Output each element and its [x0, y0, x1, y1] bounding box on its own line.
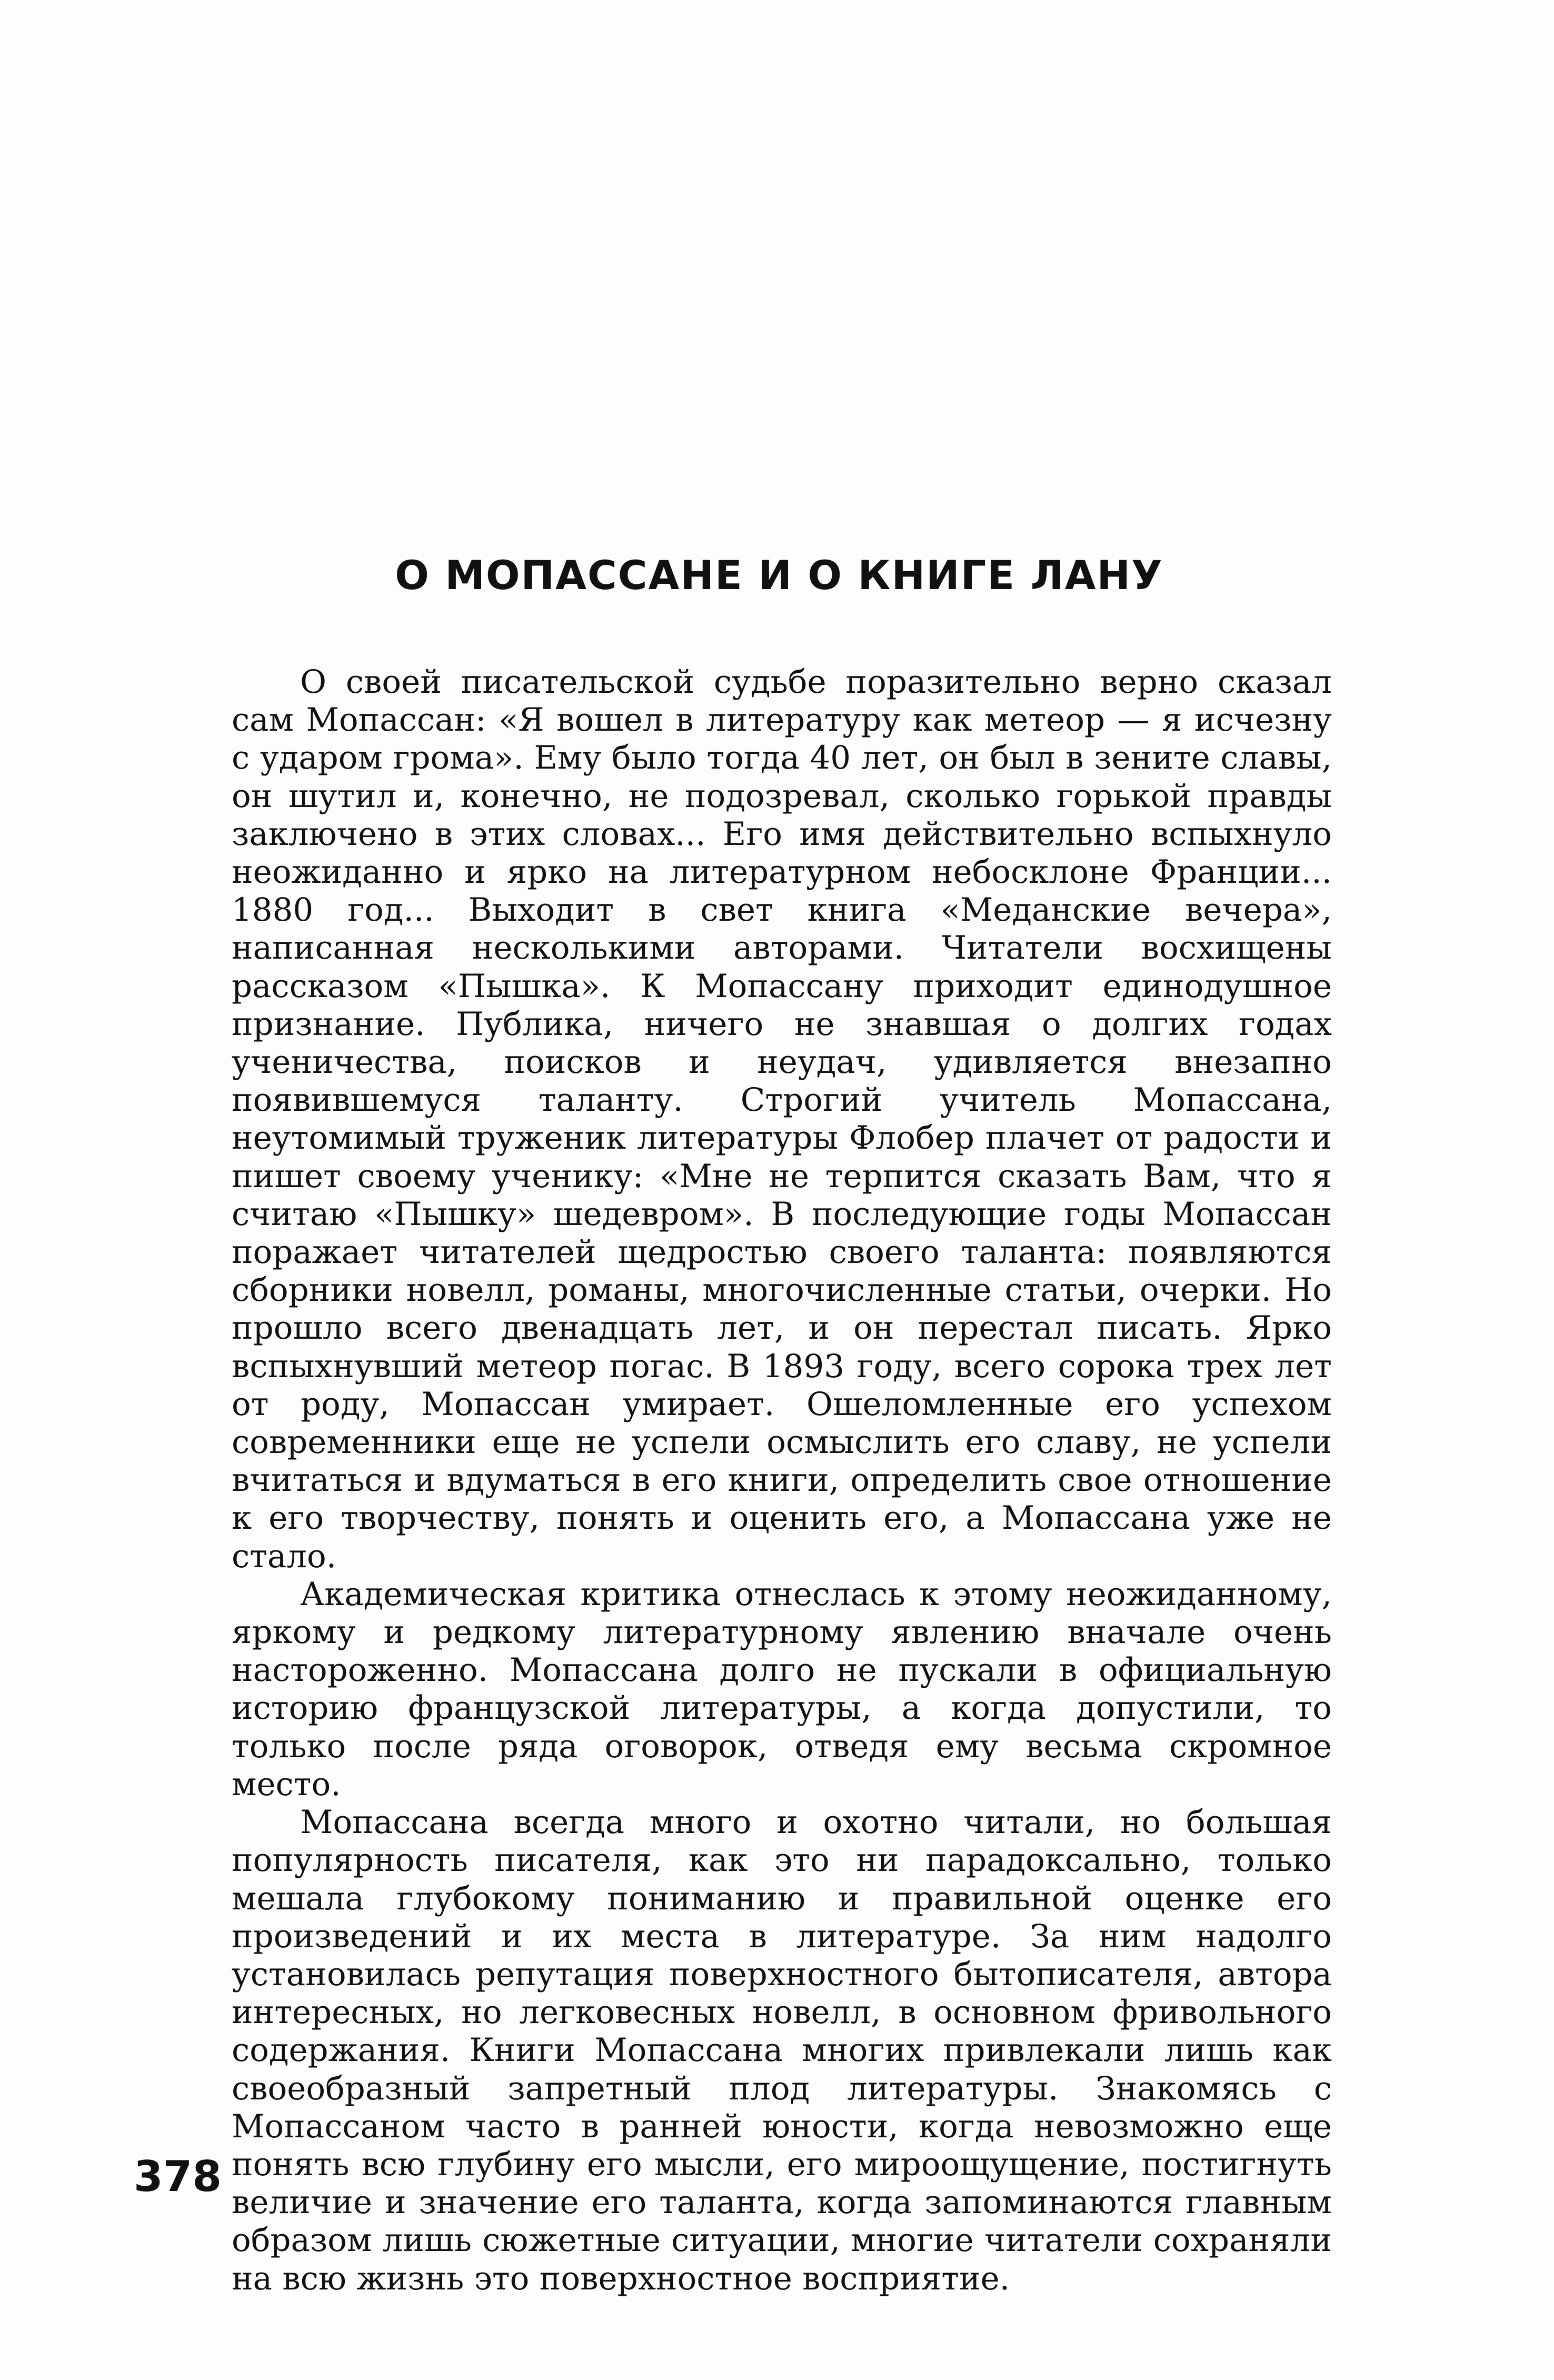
paragraph-3: Мопассана всегда много и охотно читали, но большая популярность писателя, как это ни парадоксально, только мешала глубокому пониманию и правильной оценке его произведений и их места в литературе. За ним надолго установилась репутация поверхностного бытописателя, автора интересных, но легковесных новелл, в основном фривольного содержания. Книги Мопассана многих привлекали лишь как своеобразный запретный плод литературы. Знакомясь с Мопассаном часто в ранней юности, когда невозможно еще понять всю глубину его мысли, его мироощущение, постигнуть величие и значение его таланта, когда запоминаются главным образом лишь сюжетные ситуации, многие читатели сохраняли на всю жизнь это поверхностное восприятие.: [232, 1804, 1332, 2297]
paragraph-1: О своей писательской судьбе поразительно верно сказал сам Мопассан: «Я вошел в литературу как метеор — я исчезну с ударом грома». Ему было тогда 40 лет, он был в зените славы, он шутил и, конечно, не подозревал, сколько горькой правды заключено в этих словах... Его имя действительно вспыхнуло неожиданно и ярко на литературном небосклоне Франции... 1880 год... Выходит в свет книга «Меданские вечера», написанная несколькими авторами. Читатели восхищены рассказом «Пышка». К Мопассану приходит единодушное признание. Публика, ничего не знавшая о долгих годах ученичества, поисков и неудач, удивляется внезапно появившемуся таланту. Строгий учитель Мопассана, неутомимый труженик литературы Флобер плачет от радости и пишет своему ученику: «Мне не терпится сказать Вам, что я считаю «Пышку» шедевром». В последующие годы Мопассан поражает читателей щедростью своего таланта: появляются сборники новелл, романы, многочисленные статьи, очерки. Но прошло всего двенадцать лет, и он перестал писать. Ярко вспыхнувший метеор погас. В 1893 году, всего сорока трех лет от роду, Мопассан умирает. Ошеломленные его успехом современники еще не успели осмыслить его славу, не успели вчитаться и вдуматься в его книги, определить свое отношение к его творчеству, понять и оценить его, а Мопассана уже не стало.: [232, 663, 1332, 1575]
page-number: 378: [134, 2152, 222, 2201]
paragraph-2: Академическая критика отнеслась к этому неожиданному, яркому и редкому литературному явлению вначале очень настороженно. Мопассана долго не пускали в официальную историю французской литературы, а когда допустили, то только после ряда оговорок, отведя ему весьма скромное место.: [232, 1575, 1332, 1803]
chapter-heading: О МОПАССАНЕ И О КНИГЕ ЛАНУ: [395, 552, 1163, 599]
body-text: [232, 663, 1332, 2298]
